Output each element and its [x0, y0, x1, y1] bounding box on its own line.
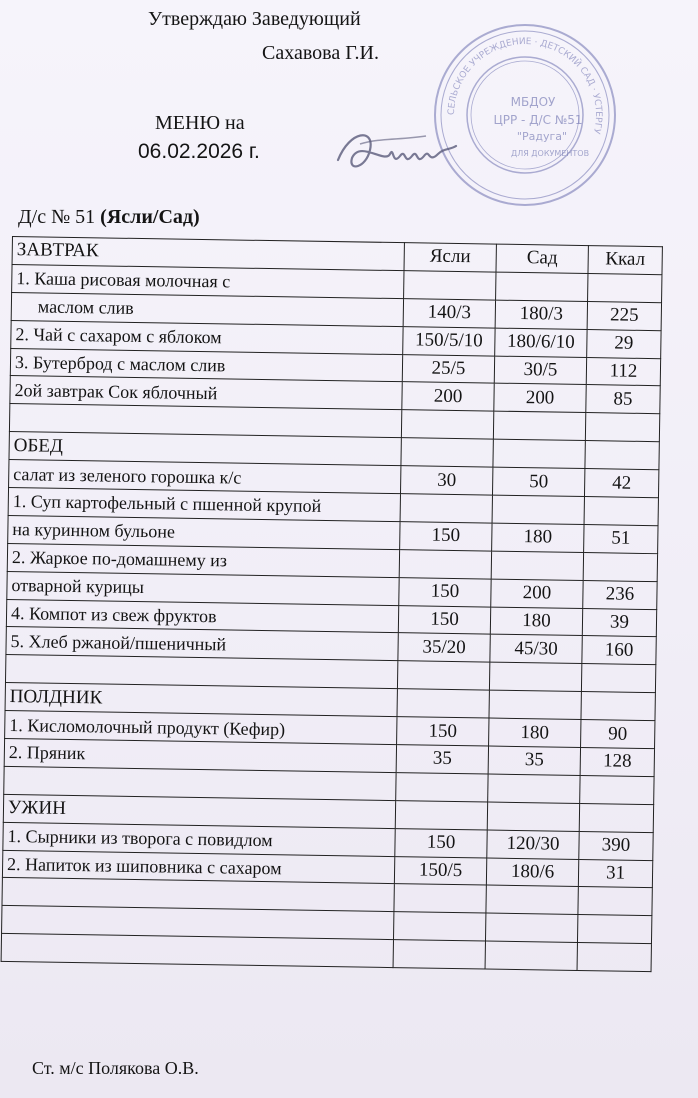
- nursery-portion-cell: 140/3: [403, 298, 495, 327]
- dish-name-cell: ОБЕД: [9, 432, 401, 466]
- dish-name-cell: УЖИН: [3, 794, 395, 828]
- kindergarten-portion-cell: 30/5: [494, 356, 586, 385]
- kindergarten-portion-cell: 180/6/10: [495, 328, 587, 357]
- dish-name-cell: 2ой завтрак Сок яблочный: [10, 376, 402, 410]
- kindergarten-portion-cell: Сад: [496, 244, 588, 273]
- kindergarten-portion-cell: [492, 495, 584, 524]
- stamp-line: МБДОУ: [510, 95, 556, 109]
- kcal-cell: [585, 413, 659, 442]
- dish-name-cell: ПОЛДНИК: [5, 683, 397, 717]
- kindergarten-portion-cell: 180/6: [486, 858, 578, 887]
- nursery-portion-cell: [396, 773, 488, 802]
- kindergarten-portion-cell: 35: [488, 746, 580, 775]
- approval-line: Утверждаю Заведующий: [148, 8, 361, 30]
- kindergarten-portion-cell: [486, 886, 578, 915]
- nursery-portion-cell: [394, 884, 486, 913]
- nursery-portion-cell: 150: [397, 717, 489, 746]
- dish-name-cell: отварной курицы: [7, 571, 399, 605]
- kindergarten-portion-cell: [489, 662, 581, 691]
- dish-name-cell: 2. Напиток из шиповника с сахаром: [2, 850, 394, 884]
- kcal-cell: 42: [584, 469, 658, 498]
- kindergarten-portion-cell: [488, 774, 580, 803]
- kcal-cell: 390: [579, 831, 653, 860]
- kcal-cell: [580, 775, 654, 804]
- kcal-cell: [581, 664, 655, 693]
- dish-name-cell: маслом слив: [11, 292, 403, 326]
- menu-date: 06.02.2026 г.: [138, 140, 260, 163]
- kcal-cell: [588, 273, 662, 302]
- kindergarten-portion-cell: 180/3: [495, 300, 587, 329]
- kindergarten-number: Д/с № 51: [18, 206, 101, 228]
- menu-table: [1, 236, 663, 972]
- kcal-cell: [581, 692, 655, 721]
- kcal-cell: [577, 915, 651, 944]
- nursery-portion-cell: 150/5/10: [403, 326, 495, 355]
- kcal-cell: [585, 441, 659, 470]
- nursery-portion-cell: [395, 800, 487, 829]
- nursery-portion-cell: 35: [396, 745, 488, 774]
- kindergarten-group: (Ясли/Сад): [100, 206, 200, 228]
- kindergarten-portion-cell: 200: [494, 384, 586, 413]
- nursery-portion-cell: [401, 410, 493, 439]
- kcal-cell: 112: [586, 357, 660, 386]
- signature: [330, 120, 460, 190]
- kindergarten-portion-cell: 180: [490, 607, 582, 636]
- kindergarten-portion-cell: 200: [491, 579, 583, 608]
- kindergarten-portion-cell: [485, 913, 577, 942]
- kcal-cell: 128: [580, 748, 654, 777]
- kcal-cell: 236: [583, 580, 657, 609]
- nursery-portion-cell: 200: [402, 382, 494, 411]
- nursery-portion-cell: 150: [398, 605, 490, 634]
- dish-name-cell: 2. Жаркое по-домашнему из: [7, 543, 399, 577]
- kindergarten-portion-cell: [493, 411, 585, 440]
- dish-name-cell: салат из зеленого горошка к/с: [9, 460, 401, 494]
- kindergarten-portion-cell: [485, 941, 577, 970]
- nursery-portion-cell: 35/20: [398, 633, 490, 662]
- kcal-cell: [578, 887, 652, 916]
- dish-name-cell: 1. Каша рисовая молочная с: [12, 264, 404, 298]
- kindergarten-portion-cell: 180: [489, 718, 581, 747]
- kcal-cell: 160: [582, 636, 656, 665]
- dish-name-cell: ЗАВТРАК: [12, 237, 404, 271]
- kcal-cell: [583, 552, 657, 581]
- kcal-cell: 85: [586, 385, 660, 414]
- kindergarten-portion-cell: 120/30: [487, 830, 579, 859]
- kcal-cell: [584, 497, 658, 526]
- stamp-line: "Радуга": [516, 130, 568, 143]
- dish-name-cell: 1. Сырники из творога с повидлом: [3, 822, 395, 856]
- kcal-cell: 31: [578, 859, 652, 888]
- nursery-portion-cell: 25/5: [402, 354, 494, 383]
- nursery-portion-cell: Ясли: [404, 243, 496, 272]
- kindergarten-portion-cell: [489, 690, 581, 719]
- nursery-portion-cell: 150: [400, 522, 492, 551]
- dish-name-cell: [1, 934, 393, 968]
- nursery-portion-cell: 30: [401, 466, 493, 495]
- menu-title: МЕНЮ на: [155, 112, 245, 134]
- nurse-signature-line: Ст. м/с Полякова О.В.: [32, 1058, 199, 1078]
- dish-name-cell: 3. Бутерброд с маслом слив: [10, 348, 402, 382]
- kcal-cell: Ккал: [588, 246, 662, 275]
- kindergarten-portion-cell: 50: [492, 467, 584, 496]
- nursery-portion-cell: [399, 549, 491, 578]
- nursery-portion-cell: [397, 689, 489, 718]
- dish-name-cell: 2. Чай с сахаром с яблоком: [11, 320, 403, 354]
- dish-name-cell: 2. Пряник: [4, 738, 396, 772]
- dish-name-cell: на куринном бульоне: [8, 515, 400, 549]
- kcal-cell: [579, 803, 653, 832]
- dish-name-cell: 5. Хлеб ржаной/пшеничный: [6, 627, 398, 661]
- menu-table-body: [1, 237, 662, 972]
- kindergarten-portion-cell: 180: [492, 523, 584, 552]
- nursery-portion-cell: 150/5: [394, 856, 486, 885]
- kcal-cell: 51: [584, 524, 658, 553]
- kindergarten-title: [18, 206, 200, 229]
- kcal-cell: 225: [587, 301, 661, 330]
- nursery-portion-cell: [397, 661, 489, 690]
- kindergarten-portion-cell: [496, 272, 588, 301]
- nursery-portion-cell: 150: [395, 828, 487, 857]
- nursery-portion-cell: 150: [399, 577, 491, 606]
- stamp-line: ДЛЯ ДОКУМЕНТОВ: [510, 149, 590, 158]
- kindergarten-portion-cell: [491, 551, 583, 580]
- dish-name-cell: 1. Суп картофельный с пшенной крупой: [8, 487, 400, 521]
- stamp-outer-text: СЕЛЬСКОЕ УЧРЕЖДЕНИЕ · ДЕТСКИЙ САД · УСТЕРГУ: [446, 36, 604, 135]
- kindergarten-portion-cell: 45/30: [490, 635, 582, 664]
- nursery-portion-cell: [393, 912, 485, 941]
- nursery-portion-cell: [401, 438, 493, 467]
- kcal-cell: 90: [581, 720, 655, 749]
- kcal-cell: 39: [582, 608, 656, 637]
- nursery-portion-cell: [404, 271, 496, 300]
- kindergarten-portion-cell: [487, 802, 579, 831]
- kcal-cell: [577, 943, 651, 972]
- kcal-cell: 29: [587, 329, 661, 358]
- nursery-portion-cell: [393, 940, 485, 969]
- dish-name-cell: 4. Компот из свеж фруктов: [6, 599, 398, 633]
- approver-name: Сахавова Г.И.: [262, 42, 379, 64]
- kindergarten-portion-cell: [493, 439, 585, 468]
- stamp-line: ЦРР - Д/С №51: [493, 113, 583, 127]
- dish-name-cell: 1. Кисломолочный продукт (Кефир): [5, 711, 397, 745]
- nursery-portion-cell: [400, 494, 492, 523]
